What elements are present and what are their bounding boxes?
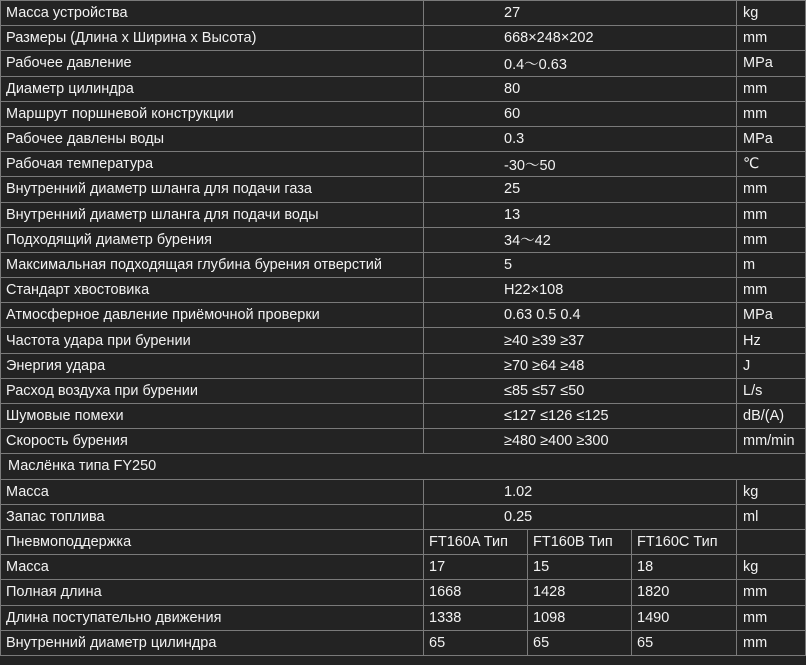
support-row: [1, 555, 806, 580]
spec-unit: mm: [737, 278, 806, 303]
spec-row: [1, 252, 806, 277]
spec-row: [1, 227, 806, 252]
spec-table-body: [1, 1, 806, 656]
spec-unit: dB/(A): [737, 404, 806, 429]
spec-unit: Hz: [737, 328, 806, 353]
spec-value: 34～42: [424, 227, 737, 252]
support-row: [1, 605, 806, 630]
support-title: Пневмоподдержка: [1, 529, 424, 554]
support-unit: mm: [737, 630, 806, 655]
spec-row: [1, 101, 806, 126]
spec-value: 27: [424, 1, 737, 26]
spec-unit: MPa: [737, 303, 806, 328]
spec-row: [1, 51, 806, 76]
support-value: 65: [424, 630, 528, 655]
oiler-row: [1, 504, 806, 529]
spec-label: Шумовые помехи: [1, 404, 424, 429]
spec-value: ≤85 ≤57 ≤50: [424, 378, 737, 403]
support-unit: mm: [737, 605, 806, 630]
spec-unit: kg: [737, 1, 806, 26]
spec-unit: MPa: [737, 51, 806, 76]
spec-value: 0.63 0.5 0.4: [424, 303, 737, 328]
support-value: 17: [424, 555, 528, 580]
spec-row: [1, 353, 806, 378]
support-unit-header: [737, 529, 806, 554]
support-value: 65: [528, 630, 632, 655]
spec-label: Энергия удара: [1, 353, 424, 378]
spec-value: 668×248×202: [424, 26, 737, 51]
support-value: 1668: [424, 580, 528, 605]
support-label: Внутренний диаметр цилиндра: [1, 630, 424, 655]
oiler-title: Маслёнка типа FY250: [1, 454, 806, 479]
support-label: Полная длина: [1, 580, 424, 605]
spec-label: Рабочая температура: [1, 152, 424, 177]
spec-row: [1, 202, 806, 227]
spec-row: [1, 126, 806, 151]
spec-unit: mm: [737, 227, 806, 252]
spec-unit: mm: [737, 76, 806, 101]
spec-label: Рабочее давлены воды: [1, 126, 424, 151]
support-type-header: FT160C Тип: [632, 529, 737, 554]
spec-value: 60: [424, 101, 737, 126]
spec-label: Стандарт хвостовика: [1, 278, 424, 303]
support-header-row: [1, 529, 806, 554]
spec-row: [1, 328, 806, 353]
oiler-header-row: [1, 454, 806, 479]
spec-row: [1, 404, 806, 429]
spec-row: [1, 303, 806, 328]
support-row: [1, 630, 806, 655]
spec-label: Размеры (Длина х Ширина х Высота): [1, 26, 424, 51]
spec-label: Частота удара при бурении: [1, 328, 424, 353]
spec-unit: J: [737, 353, 806, 378]
spec-unit: mm/min: [737, 429, 806, 454]
spec-unit: mm: [737, 177, 806, 202]
support-value: 1820: [632, 580, 737, 605]
oiler-label: Запас топлива: [1, 504, 424, 529]
spec-value: 5: [424, 252, 737, 277]
spec-value: 0.3: [424, 126, 737, 151]
spec-row: [1, 76, 806, 101]
spec-unit: mm: [737, 101, 806, 126]
spec-label: Диаметр цилиндра: [1, 76, 424, 101]
spec-value: ≥70 ≥64 ≥48: [424, 353, 737, 378]
support-value: 15: [528, 555, 632, 580]
spec-label: Рабочее давление: [1, 51, 424, 76]
spec-unit: mm: [737, 202, 806, 227]
support-value: 18: [632, 555, 737, 580]
support-value: 65: [632, 630, 737, 655]
spec-value: 25: [424, 177, 737, 202]
spec-value: H22×108: [424, 278, 737, 303]
spec-label: Маршрут поршневой конструкции: [1, 101, 424, 126]
spec-label: Масса устройства: [1, 1, 424, 26]
support-value: 1098: [528, 605, 632, 630]
spec-unit: L/s: [737, 378, 806, 403]
spec-row: [1, 1, 806, 26]
oiler-label: Масса: [1, 479, 424, 504]
spec-row: [1, 26, 806, 51]
support-value: 1428: [528, 580, 632, 605]
support-value: 1338: [424, 605, 528, 630]
support-type-header: FT160B Тип: [528, 529, 632, 554]
oiler-unit: ml: [737, 504, 806, 529]
spec-row: [1, 152, 806, 177]
spec-label: Максимальная подходящая глубина бурения отверстий: [1, 252, 424, 277]
spec-unit: m: [737, 252, 806, 277]
support-row: [1, 580, 806, 605]
spec-value: ≥40 ≥39 ≥37: [424, 328, 737, 353]
oiler-value: 1.02: [424, 479, 737, 504]
oiler-value: 0.25: [424, 504, 737, 529]
support-unit: kg: [737, 555, 806, 580]
spec-label: Скорость бурения: [1, 429, 424, 454]
spec-label: Подходящий диаметр бурения: [1, 227, 424, 252]
spec-value: -30～50: [424, 152, 737, 177]
support-unit: mm: [737, 580, 806, 605]
spec-row: [1, 177, 806, 202]
oiler-unit: kg: [737, 479, 806, 504]
spec-value: ≤127 ≤126 ≤125: [424, 404, 737, 429]
spec-value: ≥480 ≥400 ≥300: [424, 429, 737, 454]
spec-label: Внутренний диаметр шланга для подачи газа: [1, 177, 424, 202]
spec-value: 0.4～0.63: [424, 51, 737, 76]
support-label: Масса: [1, 555, 424, 580]
spec-row: [1, 278, 806, 303]
support-value: 1490: [632, 605, 737, 630]
spec-unit: mm: [737, 26, 806, 51]
spec-row: [1, 378, 806, 403]
spec-label: Внутренний диаметр шланга для подачи воды: [1, 202, 424, 227]
support-label: Длина поступательно движения: [1, 605, 424, 630]
support-type-header: FT160A Тип: [424, 529, 528, 554]
spec-label: Атмосферное давление приёмочной проверки: [1, 303, 424, 328]
spec-value: 80: [424, 76, 737, 101]
oiler-row: [1, 479, 806, 504]
spec-unit: MPa: [737, 126, 806, 151]
spec-unit: ℃: [737, 152, 806, 177]
spec-value: 13: [424, 202, 737, 227]
spec-label: Расход воздуха при бурении: [1, 378, 424, 403]
spec-row: [1, 429, 806, 454]
